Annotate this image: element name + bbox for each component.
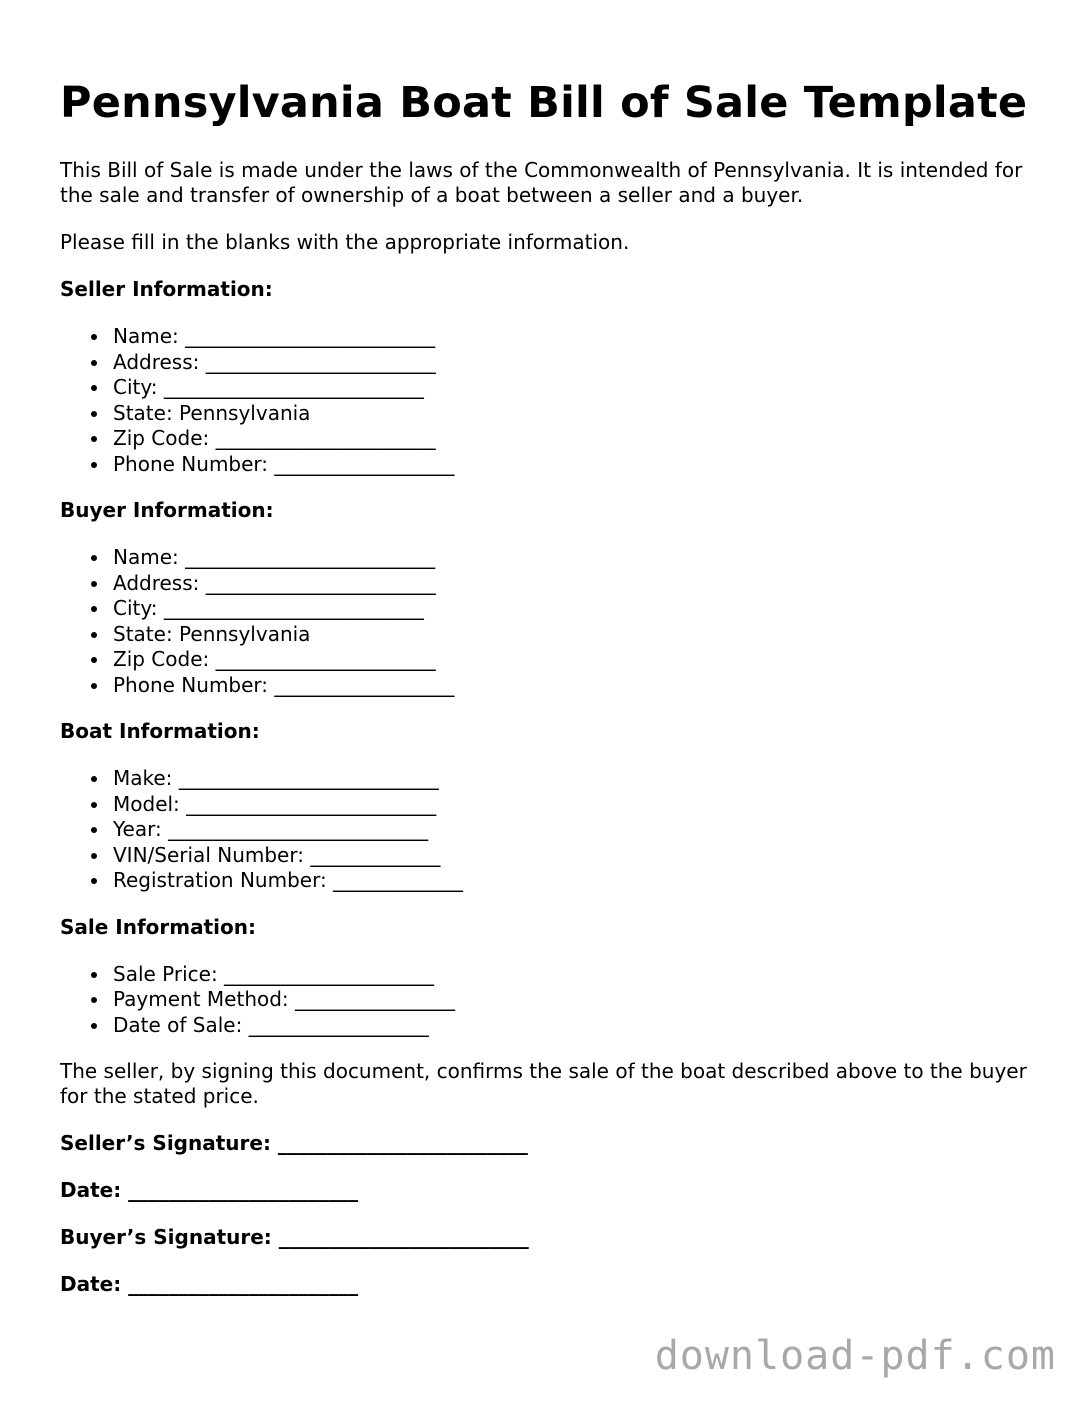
sale-fields-list <box>60 962 1050 1039</box>
date-of-sale-field[interactable]: Date of Sale: __________________ <box>113 1013 1050 1039</box>
seller-state-field: State: Pennsylvania <box>113 401 1050 427</box>
buyer-zip-field[interactable]: Zip Code: ______________________ <box>113 647 1050 673</box>
boat-model-field[interactable]: Model: _________________________ <box>113 792 1050 818</box>
intro-paragraph: This Bill of Sale is made under the laws of the Commonwealth of Pennsylvania. It is intended for the sale and transfer of ownership of a boat between a seller and a buyer. <box>60 158 1023 207</box>
boat-vin-field[interactable]: VIN/Serial Number: _____________ <box>113 843 1050 869</box>
sale-section-heading: Sale Information: <box>60 914 256 939</box>
document-title: Pennsylvania Boat Bill of Sale Template <box>60 78 1028 128</box>
sale-price-field[interactable]: Sale Price: _____________________ <box>113 962 1050 988</box>
seller-section-heading: Seller Information: <box>60 277 273 301</box>
boat-registration-field[interactable]: Registration Number: _____________ <box>113 868 1050 894</box>
watermark-text: download-pdf.com <box>654 1333 1056 1379</box>
payment-method-field[interactable]: Payment Method: ________________ <box>113 987 1050 1013</box>
buyer-city-field[interactable]: City: __________________________ <box>113 596 1050 622</box>
seller-name-field[interactable]: Name: _________________________ <box>113 324 1050 350</box>
buyer-address-field[interactable]: Address: _______________________ <box>113 571 1050 597</box>
seller-date-field[interactable]: Date: _______________________ <box>60 1178 359 1202</box>
document-page <box>60 78 1050 1319</box>
boat-fields-list <box>60 766 1050 894</box>
buyer-phone-field[interactable]: Phone Number: __________________ <box>113 673 1050 699</box>
confirmation-paragraph: The seller, by signing this document, confirms the sale of the boat described above to the buyer for the stated price. <box>60 1059 1027 1108</box>
seller-address-field[interactable]: Address: _______________________ <box>113 350 1050 376</box>
buyer-section-heading: Buyer Information: <box>60 498 274 522</box>
buyer-signature-field[interactable]: Buyer’s Signature: _________________________ <box>60 1225 529 1249</box>
seller-phone-field[interactable]: Phone Number: __________________ <box>113 452 1050 478</box>
boat-year-field[interactable]: Year: __________________________ <box>113 817 1050 843</box>
seller-signature-field[interactable]: Seller’s Signature: _________________________ <box>60 1131 528 1155</box>
seller-zip-field[interactable]: Zip Code: ______________________ <box>113 426 1050 452</box>
buyer-name-field[interactable]: Name: _________________________ <box>113 545 1050 571</box>
buyer-date-field[interactable]: Date: _______________________ <box>60 1272 359 1296</box>
boat-section-heading: Boat Information: <box>60 719 260 743</box>
seller-fields-list <box>60 324 1050 477</box>
seller-city-field[interactable]: City: __________________________ <box>113 375 1050 401</box>
instruction-paragraph: Please fill in the blanks with the appropriate information. <box>60 230 630 254</box>
buyer-fields-list <box>60 545 1050 698</box>
buyer-state-field: State: Pennsylvania <box>113 622 1050 648</box>
boat-make-field[interactable]: Make: __________________________ <box>113 766 1050 792</box>
